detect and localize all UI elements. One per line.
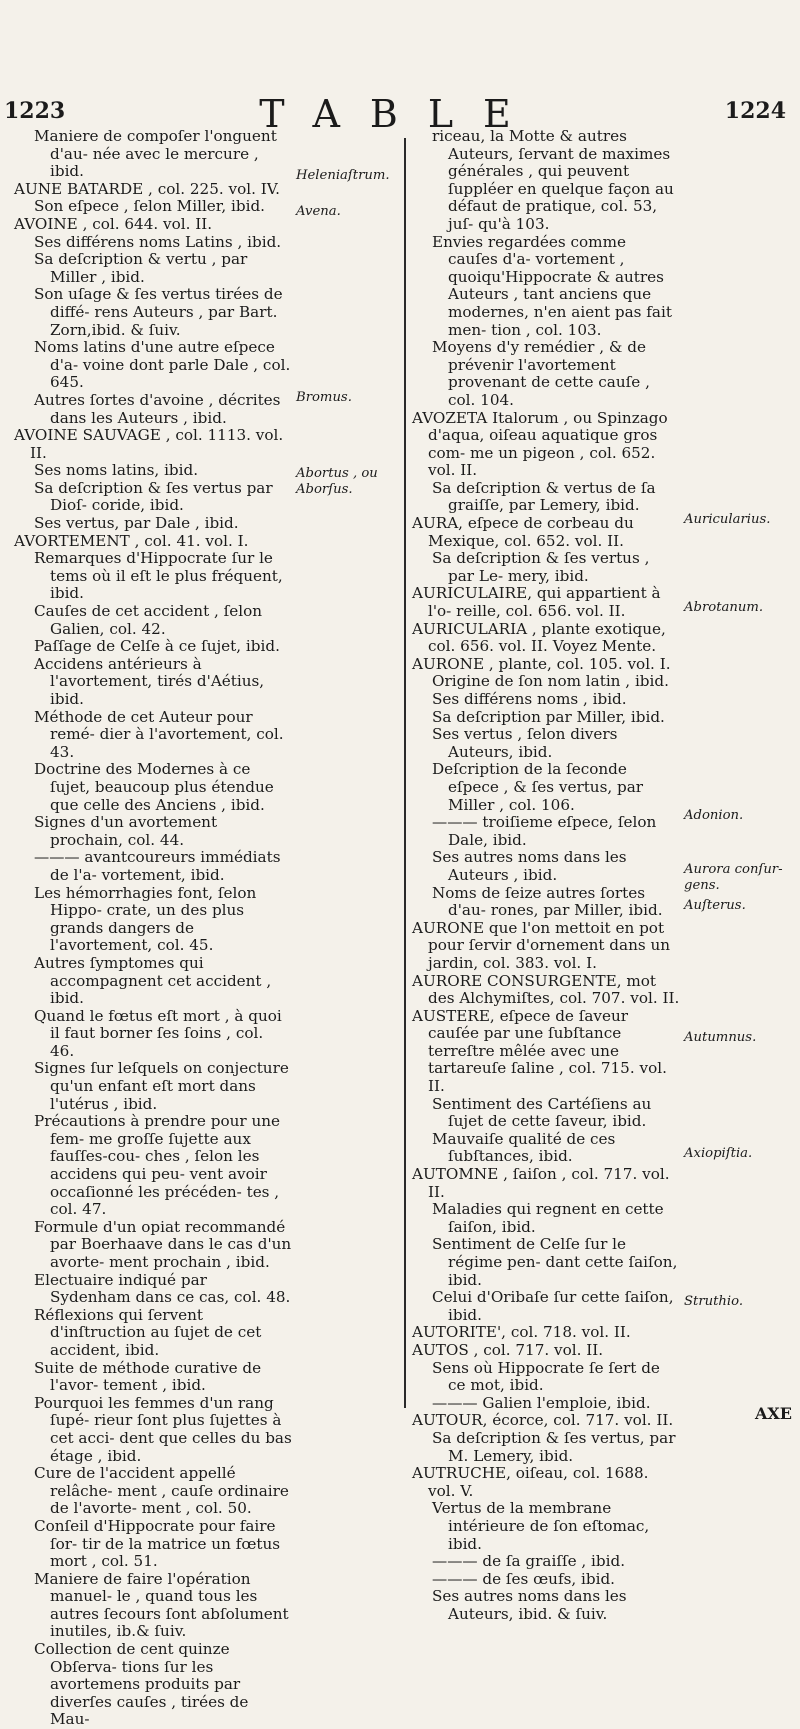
index-subentry: ——— Galien l'emploie, ibid.: [432, 1393, 651, 1412]
index-subentry: riceau, la Motte & autres Auteurs, ſervant de maximes générales , qui peuvent ſuppléer en quelque façon au défaut de pratique, col. 53, juſ- qu'à 103.: [432, 127, 674, 233]
index-subentry: Celui d'Oribaſe ſur cette ſaiſon, ibid.: [432, 1288, 674, 1324]
index-subentry: Electuaire indiqué par Sydenham dans ce cas, col. 48.: [34, 1270, 291, 1307]
index-subentry: Sa deſcription & ſes vertus par Dioſ- coride, ibid.: [34, 478, 273, 515]
index-headword-entry: AVOINE SAUVAGE , col. 1113. vol. II.: [14, 426, 284, 462]
page-title: TABLE: [259, 92, 541, 136]
index-headword-entry: AURICULARIA , plante exotique, col. 656. vol. II. Voyez Mente.: [412, 619, 666, 656]
index-subentry: Doctrine des Modernes à ce ſujet, beaucoup plus étendue que celle des Anciens , ibid.: [34, 760, 274, 814]
index-headword-entry: AUTOMNE , ſaiſon , col. 717. vol. II.: [412, 1165, 670, 1201]
index-subentry: Précautions à prendre pour une fem- me groſſe ſujette aux fauſſes-cou- ches , ſelon les accidens qui peu- vent avoir occaſionné les précéden- tes , col. 47.: [34, 1112, 281, 1219]
margin-latin-name: Abortus , ou Aborſus.: [296, 466, 378, 497]
index-headword-entry: AUTORITE', col. 718. vol. II.: [412, 1323, 631, 1342]
index-subentry: Ses vertus, par Dale , ibid.: [34, 514, 239, 533]
index-subentry: Sa deſcription par Miller, ibid.: [432, 707, 665, 726]
margin-latin-name: Avena.: [296, 204, 341, 219]
column-divider: [404, 138, 406, 1408]
index-subentry: Maladies qui regnent en cette ſaiſon, ibid.: [432, 1200, 664, 1236]
index-subentry: Ses différens noms , ibid.: [432, 690, 627, 708]
index-headword-entry: AURONE que l'on mettoit en pot pour ſervir d'ornement dans un jardin, col. 383. vol. I.: [412, 918, 671, 972]
index-subentry: Maniere de faire l'opération manuel- le , quand tous les autres ſecours ſont abſolument inutiles, ib.& ſuiv.: [34, 1569, 289, 1641]
index-headword-entry: AURA, eſpece de corbeau du Mexique, col. 652. vol. II.: [412, 514, 634, 550]
index-subentry: Vertus de la membrane intérieure de ſon eſtomac, ibid.: [432, 1499, 650, 1553]
index-subentry: Moyens d'y remédier , & de prévenir l'avortement provenant de cette cauſe , col. 104.: [432, 338, 650, 409]
index-subentry: Signes d'un avortement prochain, col. 44.: [34, 813, 218, 849]
margin-latin-name: Auricularius.: [684, 512, 771, 527]
index-headword-entry: AUTOUR, écorce, col. 717. vol. II.: [412, 1411, 674, 1430]
index-subentry: Suite de méthode curative de l'avor- tement , ibid.: [34, 1358, 262, 1395]
index-subentry: Sentiment de Celſe ſur le régime pen- dant cette ſaiſon, ibid.: [432, 1235, 678, 1289]
index-headword-entry: AVOZETA Italorum , ou Spinzago d'aqua, oiſeau aquatique gros com- me un pigeon , col. 652. vol. II.: [412, 408, 668, 480]
index-subentry: Autres ſymptomes qui accompagnent cet accident , ibid.: [34, 953, 272, 1008]
index-headword-entry: AUTOS , col. 717. vol. II.: [412, 1340, 604, 1359]
index-subentry: Sens où Hippocrate ſe ſert de ce mot, ibid.: [432, 1358, 660, 1395]
index-column-left: [14, 128, 292, 1729]
index-subentry: Ses autres noms dans les Auteurs , ibid.: [432, 848, 627, 884]
index-headword-entry: AURORE CONSURGENTE, mot des Alchymiſtes, col. 707. vol. II.: [412, 971, 680, 1008]
catchword: AXE: [754, 1404, 792, 1423]
index-headword-entry: AURONE , plante, col. 105. vol. I.: [412, 654, 671, 673]
index-headword-entry: AUSTERE, eſpece de ſaveur cauſée par une ſubſtance terreſtre mêlée avec une tartareuſe ſaline , col. 715. vol. II.: [412, 1006, 667, 1096]
page-number-left: 1223: [4, 98, 66, 124]
index-subentry: Origine de ſon nom latin , ibid.: [432, 672, 669, 691]
index-subentry: Collection de cent quinze Obſerva- tions ſur les avortemens produits par diverſes cauſes , tirées de Mau-: [34, 1640, 249, 1729]
index-subentry: Envies regardées comme cauſes d'a- vortement , quoiqu'Hippocrate & autres Auteurs , tant anciens que modernes, n'en aient pas fait men- tion , col. 103.: [432, 232, 672, 339]
margin-latin-name: Abrotanum.: [684, 600, 764, 615]
index-subentry: Quand le fœtus eſt mort , à quoi il faut borner ſes ſoins , col. 46.: [34, 1006, 282, 1060]
index-subentry: ——— troiſieme eſpece, ſelon Dale, ibid.: [432, 813, 657, 849]
index-headword-entry: AUNE BATARDE , col. 225. vol. IV.: [14, 179, 280, 198]
index-subentry: Noms latins d'une autre eſpece d'a- voine dont parle Dale , col. 645.: [34, 338, 291, 392]
index-subentry: Autres ſortes d'avoine , décrites dans les Auteurs , ibid.: [34, 390, 281, 427]
index-subentry: Paſſage de Celſe à ce ſujet, ibid.: [34, 637, 280, 656]
index-subentry: Méthode de cet Auteur pour remé- dier à l'avortement, col. 43.: [34, 707, 284, 761]
index-subentry: Sentiment des Cartéſiens au ſujet de cette ſaveur, ibid.: [432, 1094, 652, 1131]
index-column-right: [412, 128, 680, 1623]
index-headword-entry: AVOINE , col. 644. vol. II.: [14, 214, 213, 233]
index-subentry: Mauvaiſe qualité de ces ſubſtances, ibid.: [432, 1129, 616, 1166]
index-subentry: Formule d'un opiat recommandé par Boerhaave dans le cas d'un avorte- ment prochain , ibid.: [34, 1217, 292, 1271]
index-subentry: Cure de l'accident appellé relâche- ment , cauſe ordinaire de l'avorte- ment , col. 50.: [34, 1464, 289, 1518]
page-header: [0, 92, 800, 136]
index-subentry: Maniere de compoſer l'onguent d'au- née avec le mercure , ibid.: [34, 127, 277, 181]
index-subentry: Ses vertus , ſelon divers Auteurs, ibid.: [432, 725, 618, 761]
margin-latin-name: Struthio.: [684, 1294, 744, 1309]
index-subentry: Deſcription de la ſeconde eſpece , & ſes vertus, par Miller , col. 106.: [432, 760, 644, 814]
index-subentry: Cauſes de cet accident , ſelon Galien, col. 42.: [34, 602, 263, 638]
index-subentry: Pourquoi les femmes d'un rang ſupé- rieur ſont plus ſujettes à cet acci- dent que celles du bas étage , ibid.: [34, 1393, 292, 1465]
index-subentry: Réflexions qui ſervent d'inſtruction au ſujet de cet accident, ibid.: [34, 1305, 262, 1359]
index-subentry: Son uſage & ſes vertus tirées de diffé- rens Auteurs , par Bart. Zorn,ibid. & ſuiv.: [34, 285, 283, 339]
margin-latin-name: Bromus.: [296, 390, 352, 405]
index-headword-entry: AVORTEMENT , col. 41. vol. I.: [14, 531, 249, 550]
index-subentry: Ses autres noms dans les Auteurs, ibid. & ſuiv.: [432, 1587, 627, 1623]
index-headword-entry: AURICULAIRE, qui appartient à l'o- reille, col. 656. vol. II.: [412, 584, 661, 621]
index-subentry: Signes ſur leſquels on conjecture qu'un enfant eſt mort dans l'utérus , ibid.: [34, 1059, 289, 1113]
index-subentry: Son eſpece , ſelon Miller, ibid.: [34, 197, 266, 216]
margin-latin-name: Aurora conſur- gens.: [684, 862, 783, 893]
index-subentry: Noms de ſeize autres ſortes d'au- rones, par Miller, ibid.: [432, 883, 663, 920]
margin-latin-name: Heleniaſtrum.: [296, 168, 390, 183]
index-subentry: Accidens antérieurs à l'avortement, tirés d'Aétius, ibid.: [34, 654, 265, 708]
margin-latin-name: Auſterus.: [684, 898, 746, 913]
index-subentry: ——— de ſa graiſſe , ibid.: [432, 1552, 626, 1571]
page-number-right: 1224: [724, 98, 786, 124]
index-subentry: Sa deſcription & vertus de ſa graiſſe, par Lemery, ibid.: [432, 478, 656, 515]
index-subentry: ——— de ſes œufs, ibid.: [432, 1569, 616, 1588]
index-subentry: Conſeil d'Hippocrate pour faire ſor- tir de la matrice un fœtus mort , col. 51.: [34, 1516, 281, 1571]
margin-latin-name: Autumnus.: [684, 1030, 757, 1045]
index-headword-entry: AUTRUCHE, oiſeau, col. 1688. vol. V.: [412, 1464, 649, 1500]
index-subentry: Les hémorrhagies font, ſelon Hippo- crate, un des plus grands dangers de l'avortement, col. 45.: [34, 883, 257, 955]
index-subentry: Ses différens noms Latins , ibid.: [34, 232, 282, 251]
index-subentry: Sa deſcription & ſes vertus , par Le- mery, ibid.: [432, 549, 650, 585]
index-subentry: ——— avantcoureurs immédiats de l'a- vortement, ibid.: [34, 848, 281, 884]
index-subentry: Ses noms latins, ibid.: [34, 461, 199, 480]
margin-latin-name: Axiopiſtia.: [684, 1146, 753, 1161]
index-subentry: Remarques d'Hippocrate ſur le tems où il eſt le plus fréquent, ibid.: [34, 549, 283, 603]
index-subentry: Sa deſcription & vertu , par Miller , ibid.: [34, 250, 248, 286]
index-subentry: Sa deſcription & ſes vertus, par M. Lemery, ibid.: [432, 1428, 676, 1465]
margin-latin-name: Adonion.: [684, 808, 744, 823]
